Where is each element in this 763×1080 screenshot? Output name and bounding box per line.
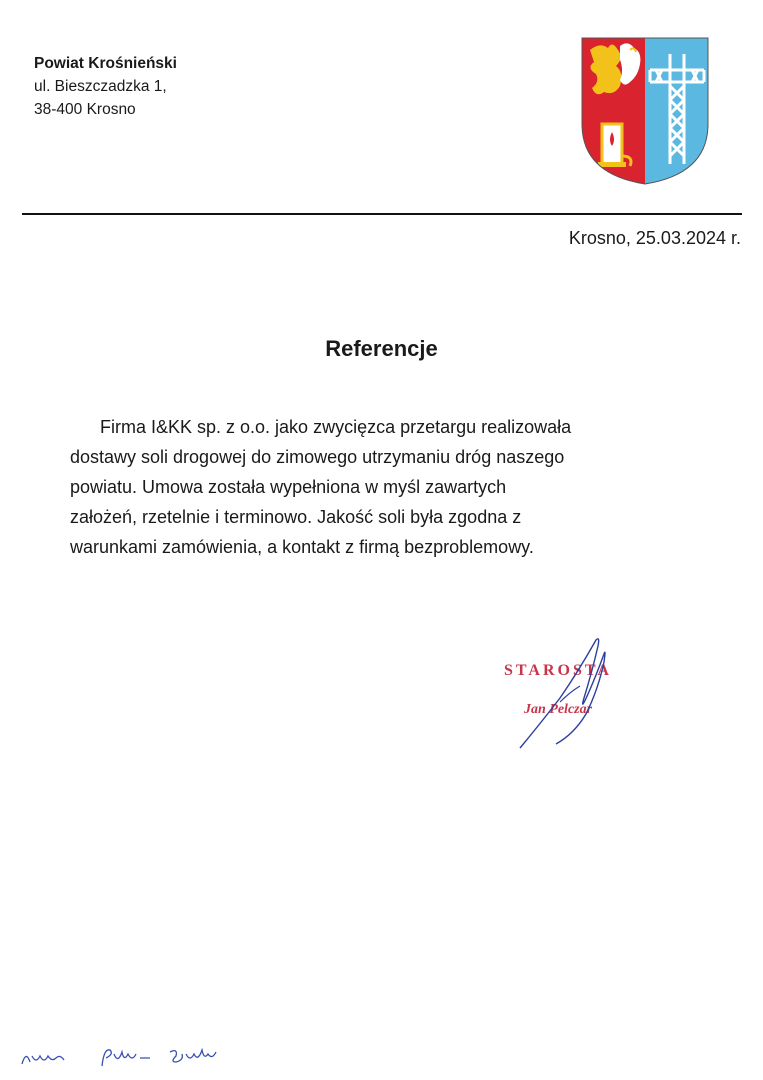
sender-address <box>34 52 177 121</box>
letter-date: Krosno, 25.03.2024 r. <box>568 228 741 248</box>
header-divider <box>22 213 742 215</box>
body-line: powiatu. Umowa została wypełniona w myśl zawartych <box>70 477 507 497</box>
stamp-role: STAROSTA <box>504 662 612 679</box>
signature-icon <box>500 632 650 752</box>
sender-city: 38-400 Krosno <box>34 101 136 118</box>
body-line: dostawy soli drogowej do zimowego utrzymaniu dróg naszego <box>70 447 565 467</box>
body-line: warunkami zamówienia, a kontakt z firmą bezproblemowy. <box>70 537 534 557</box>
body-line: Firma I&KK sp. z o.o. jako zwycięzca przetargu realizowała <box>100 417 572 437</box>
letter-body <box>70 412 710 562</box>
letter-title: Referencje <box>325 336 438 361</box>
official-stamp <box>500 632 650 752</box>
sender-street: ul. Bieszczadzka 1, <box>34 78 167 95</box>
body-line: założeń, rzetelnie i terminowo. Jakość soli była zgodna z <box>70 507 522 527</box>
coat-of-arms-icon <box>580 36 710 186</box>
handwritten-initials-icon <box>18 1040 248 1070</box>
stamp-person: Jan Pelczar <box>524 702 593 717</box>
sender-name: Powiat Krośnieński <box>34 55 177 72</box>
